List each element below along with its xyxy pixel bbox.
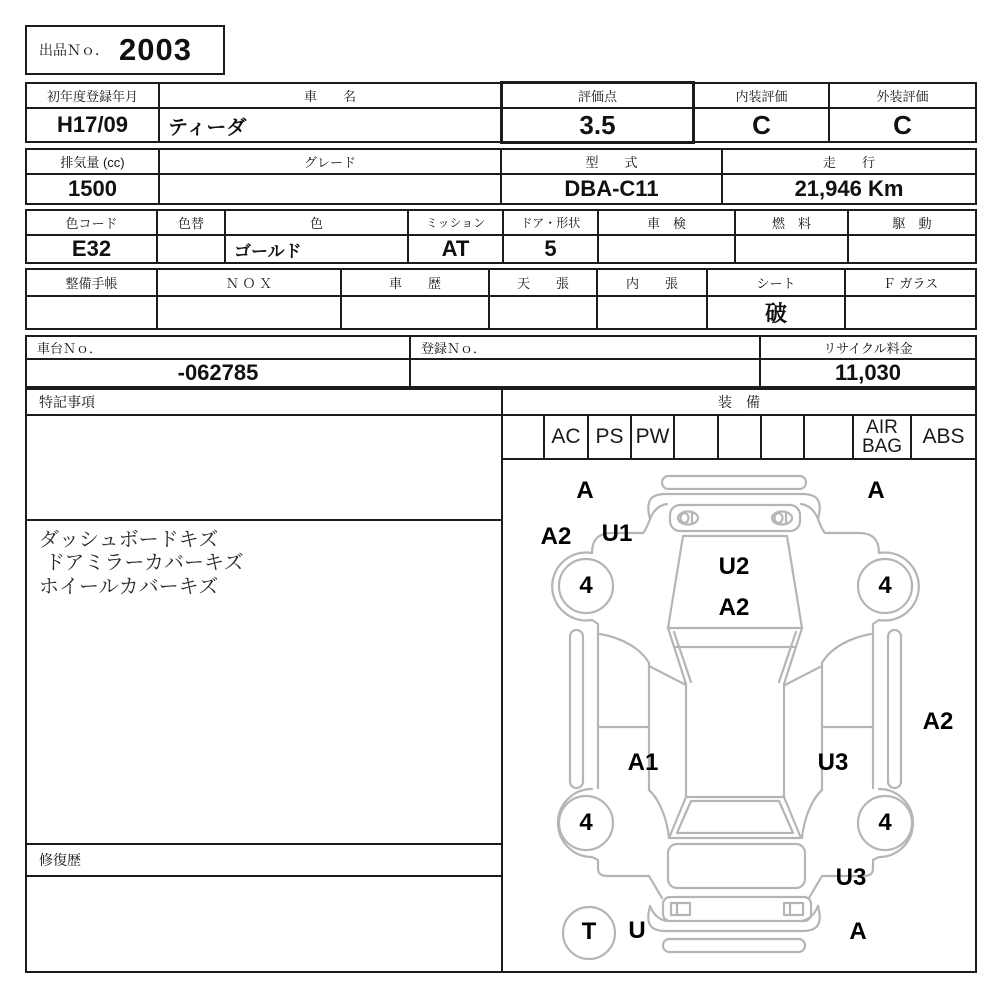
fender-front-left xyxy=(592,519,650,553)
equip-cell-ac: AC xyxy=(543,414,589,460)
cell-score xyxy=(500,81,695,144)
grade-label: グレード xyxy=(160,150,500,175)
recycle-fee-label: リサイクル料金 xyxy=(761,337,975,360)
car-diagram xyxy=(501,458,977,973)
damage-mark-a: A xyxy=(576,477,594,504)
damage-mark-u3: U3 xyxy=(817,749,849,776)
equip-cell-airbag: AIR BAG xyxy=(852,414,912,460)
damage-mark-4: 4 xyxy=(579,809,593,836)
inspection-value xyxy=(599,236,734,262)
exterior-grade-label: 外装評価 xyxy=(830,84,975,109)
grade-value xyxy=(160,175,500,203)
nox-label: Ｎ Ｏ Ｘ xyxy=(158,270,340,297)
color-code-value: E32 xyxy=(71,236,112,261)
rear-bumper xyxy=(648,906,819,931)
cell-transmission xyxy=(407,209,504,264)
trunk xyxy=(668,844,805,888)
damage-mark-u2: U2 xyxy=(718,553,750,580)
transmission-value: AT xyxy=(441,236,470,261)
cell-drive xyxy=(847,209,977,264)
displacement-value: 1500 xyxy=(68,176,117,201)
cell-registration-no xyxy=(409,335,761,388)
first-reg-value: H17/09 xyxy=(57,112,128,137)
equip-cell-abs: ABS xyxy=(910,414,977,460)
color-code-label: 色コード xyxy=(27,211,156,236)
color-label: 色 xyxy=(226,211,407,236)
cell-history xyxy=(340,268,490,330)
cell-color xyxy=(224,209,409,264)
car-name-label: 車 名 xyxy=(160,84,500,109)
equipment-label: 装 備 xyxy=(718,394,760,410)
notes-body xyxy=(25,519,503,845)
cell-f-glass xyxy=(844,268,977,330)
history-value xyxy=(342,297,488,328)
cell-color-change xyxy=(156,209,226,264)
note-line: ホイールカバーキズ xyxy=(39,575,219,598)
exterior-grade-value: C xyxy=(893,109,912,140)
doors-label: ドア・形状 xyxy=(504,211,597,236)
notes-empty-box xyxy=(25,414,503,521)
interior-trim-value xyxy=(598,297,706,328)
interior-grade-label: 内装評価 xyxy=(695,84,828,109)
car-name-value: ティーダ xyxy=(168,116,247,139)
damage-mark-u3: U3 xyxy=(835,864,867,891)
color-change-label: 色替 xyxy=(158,211,224,236)
cell-recycle-fee xyxy=(759,335,977,388)
repair-history-label: 修復歴 xyxy=(39,852,81,868)
cell-headliner xyxy=(488,268,598,330)
cell-first-reg xyxy=(25,82,160,143)
drive-label: 駆 動 xyxy=(849,211,975,236)
equipment-header xyxy=(501,388,977,416)
damage-mark-4: 4 xyxy=(579,572,593,599)
cell-service-book xyxy=(25,268,158,330)
damage-mark-4: 4 xyxy=(878,809,892,836)
cell-grade xyxy=(158,148,502,205)
fender-front-right xyxy=(818,519,879,553)
service-book-label: 整備手帳 xyxy=(27,270,156,297)
damage-mark-t: T xyxy=(581,918,597,945)
seat-label: シート xyxy=(708,270,844,297)
auction-no-label: 出品Ｎｏ． xyxy=(39,42,109,58)
cell-exterior-grade xyxy=(828,82,977,143)
damage-mark-4: 4 xyxy=(878,572,892,599)
recycle-fee-value: 11,030 xyxy=(834,360,902,385)
service-book-value xyxy=(27,297,156,328)
fuel-label: 燃 料 xyxy=(736,211,847,236)
cell-color-code xyxy=(25,209,158,264)
cell-mileage xyxy=(721,148,977,205)
equip-cell-5 xyxy=(717,414,762,460)
rear-panel xyxy=(663,897,811,921)
auction-no-value: 2003 xyxy=(119,32,192,67)
inspection-label: 車 検 xyxy=(599,211,734,236)
cell-seat xyxy=(706,268,846,330)
tire-mark-circle xyxy=(563,907,615,959)
cell-chassis-no xyxy=(25,335,411,388)
registration-no-value xyxy=(411,360,759,386)
displacement-label: 排気量 (cc) xyxy=(27,150,158,175)
drive-value xyxy=(849,236,975,262)
damage-mark-u1: U1 xyxy=(601,520,633,547)
sill-right xyxy=(888,630,901,788)
first-reg-label: 初年度登録年月 xyxy=(27,84,158,109)
damage-mark-a2: A2 xyxy=(540,523,572,550)
repair-history-header xyxy=(25,843,503,877)
model-code-label: 型 式 xyxy=(502,150,721,175)
cell-interior-grade xyxy=(693,82,830,143)
auction-no-box xyxy=(25,25,225,75)
damage-mark-a: A xyxy=(849,918,867,945)
color-value: ゴールド xyxy=(234,241,302,261)
doors-value: 5 xyxy=(544,236,557,261)
damage-mark-a2: A2 xyxy=(922,708,954,735)
repair-history-box xyxy=(25,875,503,973)
headliner-label: 天 張 xyxy=(490,270,596,297)
notes-header xyxy=(25,388,503,416)
license-plate-right xyxy=(784,903,803,915)
equip-cell-6 xyxy=(760,414,805,460)
model-code-value: DBA-C11 xyxy=(564,176,659,201)
chassis-no-label: 車台Ｎｏ． xyxy=(27,337,409,360)
seat-value: 破 xyxy=(764,301,787,326)
roof xyxy=(686,684,784,797)
rear-bottom-bar xyxy=(663,939,805,952)
equip-cell-4 xyxy=(673,414,719,460)
damage-mark-u: U xyxy=(628,917,646,944)
transmission-label: ミッション xyxy=(409,211,502,236)
color-change-value xyxy=(158,236,224,262)
windshield xyxy=(668,536,802,628)
equip-cell-7 xyxy=(803,414,854,460)
cell-interior-trim xyxy=(596,268,708,330)
registration-no-label: 登録Ｎｏ． xyxy=(411,337,759,360)
equip-cell-pw: PW xyxy=(630,414,675,460)
equip-cell-0 xyxy=(501,414,545,460)
interior-grade-value: C xyxy=(752,109,771,140)
interior-trim-label: 内 張 xyxy=(598,270,706,297)
notes-label: 特記事項 xyxy=(39,394,95,410)
damage-mark-a: A xyxy=(867,477,885,504)
equip-cell-ps: PS xyxy=(587,414,632,460)
cell-model-code xyxy=(500,148,723,205)
cell-nox xyxy=(156,268,342,330)
quarter-rear-left xyxy=(592,857,662,898)
wheel-rear-right xyxy=(858,796,912,850)
cell-car-name xyxy=(158,82,502,143)
front-top-bar xyxy=(662,476,806,489)
score-label: 評価点 xyxy=(503,84,692,109)
sill-left xyxy=(570,630,583,788)
wheel-front-left xyxy=(559,559,613,613)
rear-window xyxy=(669,797,801,838)
headliner-value xyxy=(490,297,596,328)
cell-displacement xyxy=(25,148,160,205)
mileage-label: 走 行 xyxy=(723,150,975,175)
damage-mark-a2: A2 xyxy=(718,594,750,621)
wheel-rear-left xyxy=(559,796,613,850)
damage-mark-a1: A1 xyxy=(627,749,659,776)
score-value: 3.5 xyxy=(579,109,616,140)
cell-fuel xyxy=(734,209,849,264)
cell-doors xyxy=(502,209,599,264)
cell-inspection xyxy=(597,209,736,264)
f-glass-label: Ｆ ガラス xyxy=(846,270,975,297)
chassis-no-value: -062785 xyxy=(177,360,259,385)
note-line: ダッシュボードキズ xyxy=(39,529,219,551)
mileage-value: 21,946 Km xyxy=(794,176,904,201)
nox-value xyxy=(158,297,340,328)
fuel-value xyxy=(736,236,847,262)
wheel-front-right xyxy=(858,559,912,613)
history-label: 車 歴 xyxy=(342,270,488,297)
quarter-rear-right xyxy=(809,857,879,898)
license-plate-left xyxy=(671,903,690,915)
note-line: ドアミラーカバーキズ xyxy=(45,552,244,575)
f-glass-value xyxy=(846,297,975,328)
